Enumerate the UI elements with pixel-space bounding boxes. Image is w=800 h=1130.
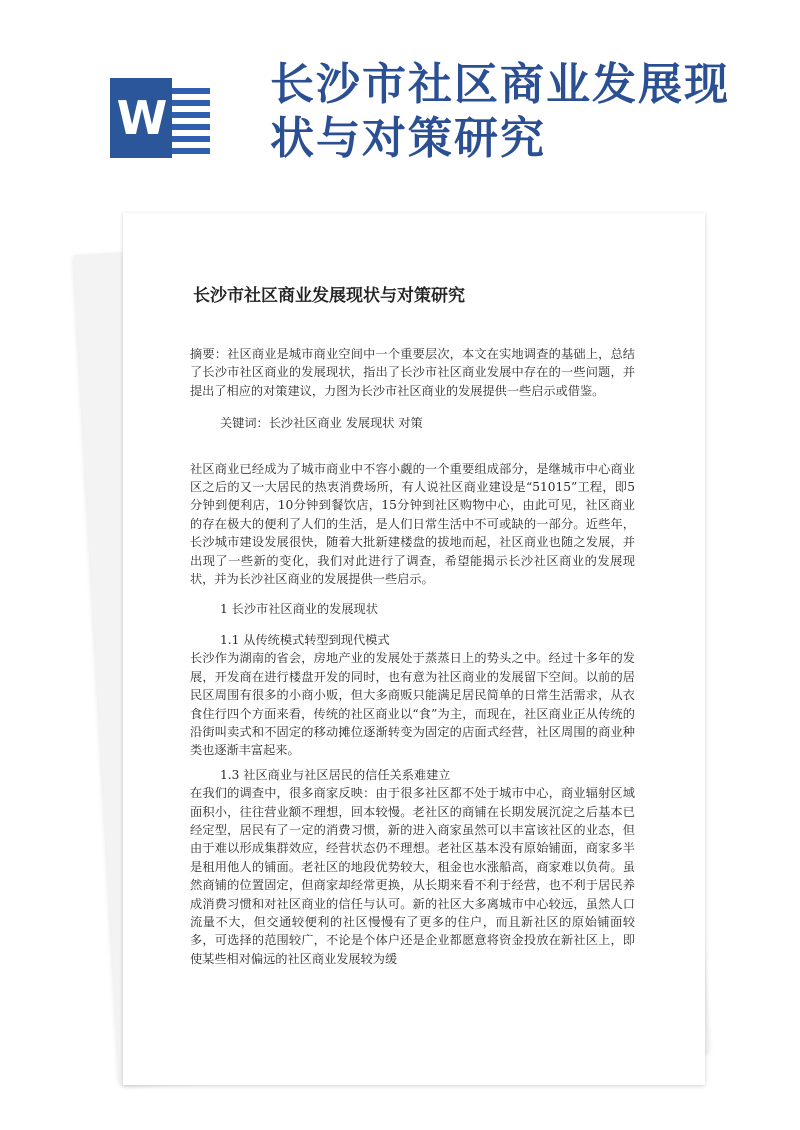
paragraph-1-3: 在我们的调查中，很多商家反映：由于很多社区都不处于城市中心，商业辐射区域面积小，往往营业额不理想，回本较慢。老社区的商铺在长期发展沉淀之后基本已经定型，居民有了一定的消费习惯，新的进入商家虽然可以丰富该社区的业态，但由于难以形成集群效应，经营状态仍不理想。老社区基本没有原始铺面，商家多半是租用他人的铺面。老社区的地段优势较大，租金也水涨船高，商家难以负荷。虽然商铺的位置固定，但商家却经常更换，从长期来看不利于经营，也不利于居民养成消费习惯和对社区商业的信任与认可。新的社区大多离城市中心较远，虽然人口流量不大，但交通较便利的社区慢慢有了更多的住户，而且新社区的原始铺面较多，可选择的范围较广，不论是个体户还是企业都愿意将资金投放在新社区上，即使某些相对偏远的社区商业发展较为缓: [190, 786, 635, 966]
paragraph-1-1: 长沙作为湖南的省会，房地产业的发展处于蒸蒸日上的势头之中。经过十多年的发展，开发商在进行楼盘开发的同时，也有意为社区商业的发展留下空间。以前的居民区周围有很多的小商小贩，但大多商贩只能满足居民简单的日常生活需求，从衣食住行四个方面来看，传统的社区商业以“食”为主，而现在，社区商业正从传统的沿街叫卖式和不固定的移动摊位逐渐转变为固定的店面式经营，社区周围的商业种类也逐渐丰富起来。: [190, 651, 635, 758]
document-page: [123, 213, 705, 1085]
document-title: 长沙市社区商业发展现状与对策研究: [193, 286, 465, 306]
page-title: 长沙市社区商业发展现状与对策研究: [270, 59, 730, 164]
header: [0, 0, 800, 200]
intro-paragraph: 社区商业已经成为了城市商业中不容小觑的一个重要组成部分，是继城市中心商业区之后的又一大居民的热衷消费场所，有人说社区商业建设是“51015”工程，即5分钟到便利店，10分钟到餐饮店，15分钟到社区购物中心，由此可见，社区商业的存在极大的便利了人们的生活，是人们日常生活中不可或缺的一部分。近些年，长沙城市建设发展很快，随着大批新建楼盘的拔地而起，社区商业也随之发展，并出现了一些新的变化，我们对此进行了调查，希望能揭示长沙社区商业的发展现状，并为长沙社区商业的发展提供一些启示。: [190, 461, 635, 587]
word-letter-badge: W: [110, 78, 172, 158]
section-heading-1: 1 长沙市社区商业的发展现状: [220, 602, 378, 617]
keywords-line: 关键词：长沙社区商业 发展现状 对策: [220, 416, 423, 431]
word-document-icon: [110, 68, 222, 168]
subsection-heading-1-3: 1.3 社区商业与社区居民的信任关系难建立: [220, 767, 451, 782]
document-body: [190, 345, 635, 968]
abstract-paragraph: 摘要：社区商业是城市商业空间中一个重要层次，本文在实地调查的基础上，总结了长沙市社区商业的发展现状，指出了长沙市社区商业发展中存在的一些问题，并提出了相应的对策建议，力图为长沙市社区商业的发展提供一些启示或借鉴。: [190, 347, 635, 398]
subsection-heading-1-1: 1.1 从传统模式转型到现代模式: [220, 632, 390, 647]
